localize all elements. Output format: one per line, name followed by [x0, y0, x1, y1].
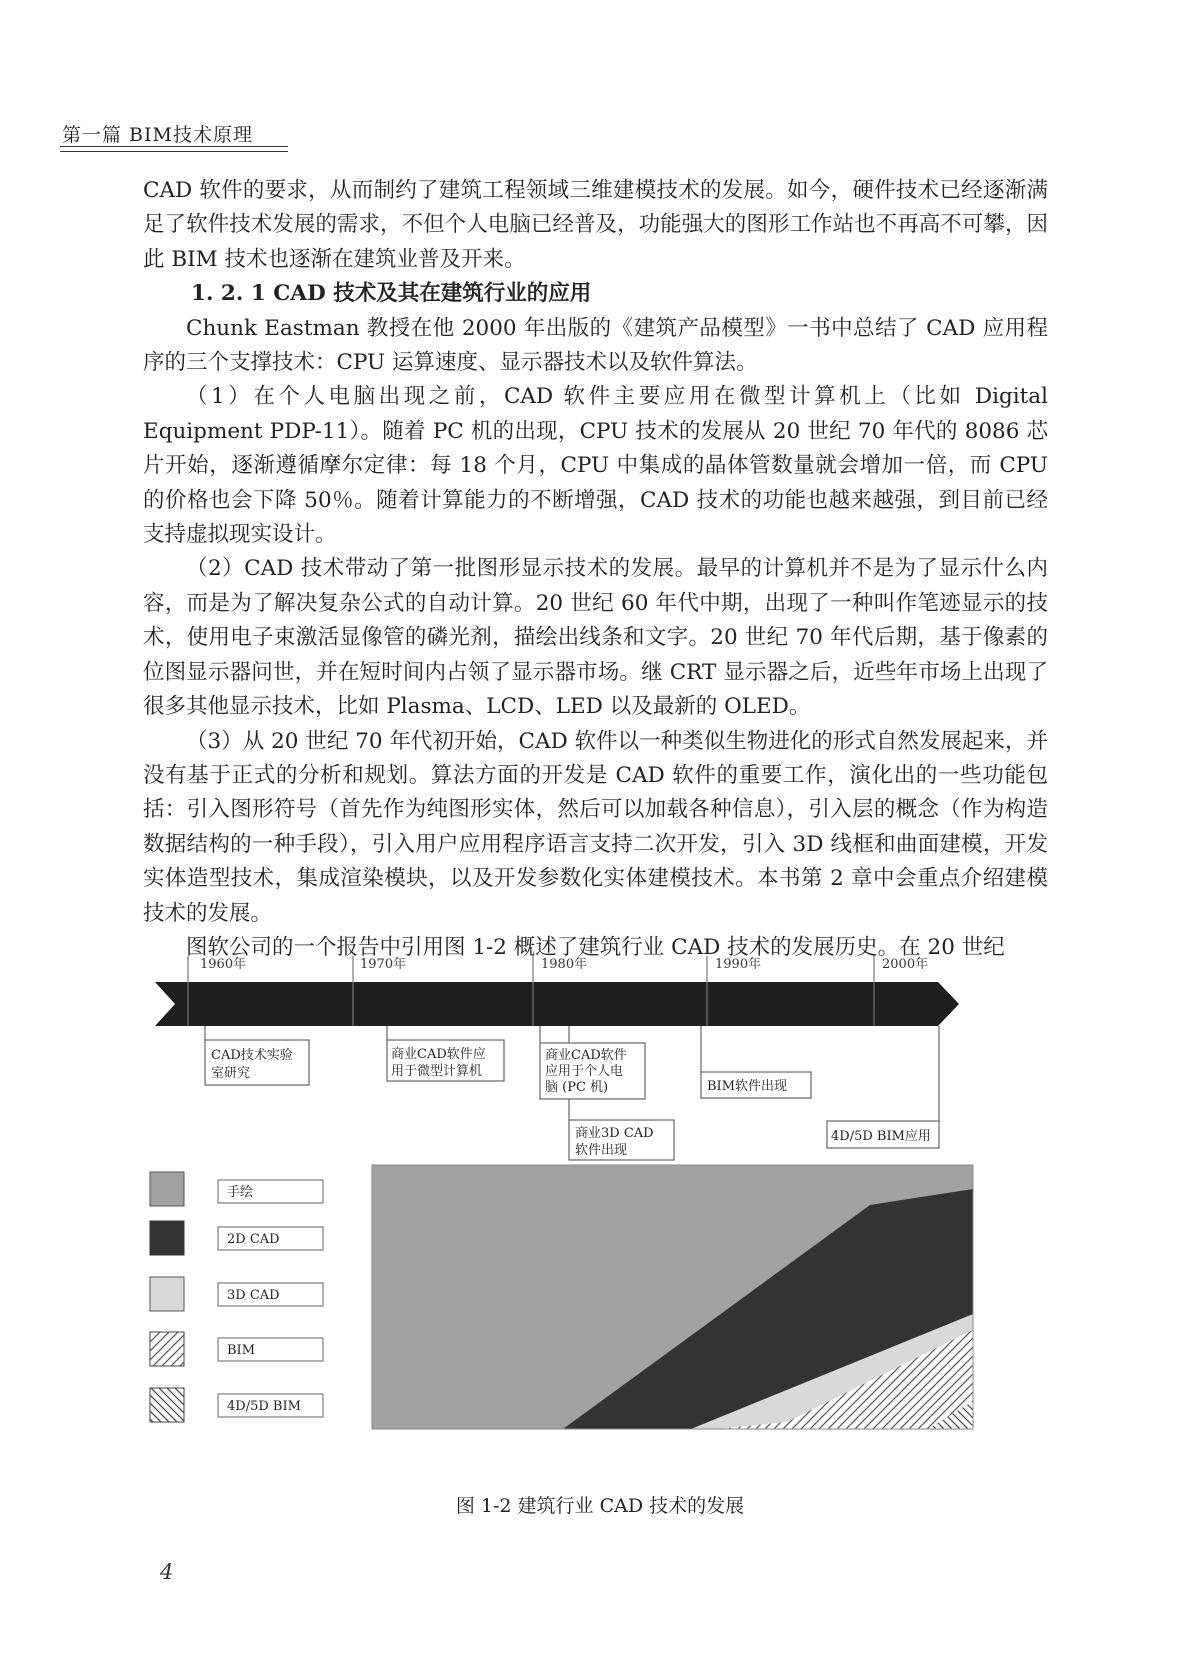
milestone-pc-line2: 应用于个人电 — [545, 1064, 624, 1079]
legend-swatch-3dcad — [150, 1277, 184, 1311]
legend-swatch-4d5d — [150, 1388, 184, 1422]
page-number: 4 — [160, 1560, 174, 1584]
milestone-3dcad-line2: 软件出现 — [575, 1143, 628, 1158]
legend-label-4d5d: 4D/5D BIM — [227, 1399, 301, 1414]
legend-label-3dcad: 3D CAD — [227, 1288, 280, 1303]
paragraph-intro: CAD 软件的要求，从而制约了建筑工程领域三维建模技术的发展。如今，硬件技术已经逐渐满足了软件技术发展的需求，不但个人电脑已经普及，功能强大的图形工作站也不再高不可攀，因此 BIM 技术也逐渐在建筑业普及开来。 — [143, 178, 1048, 272]
legend-swatch-hand — [150, 1172, 184, 1206]
legend-label-bim: BIM — [227, 1343, 255, 1358]
year-label-2000: 2000年 — [882, 957, 929, 972]
milestone-pc-line1: 商业CAD软件 — [545, 1048, 627, 1063]
milestone-bim: BIM软件出现 — [707, 1079, 787, 1094]
milestone-3dcad-line1: 商业3D CAD — [575, 1126, 654, 1141]
section-heading: 1. 2. 1 CAD 技术及其在建筑行业的应用 — [191, 281, 592, 307]
legend-swatch-bim — [150, 1332, 184, 1366]
milestone-mini-line2: 用于微型计算机 — [391, 1064, 483, 1079]
milestone-lab-line1: CAD技术实验 — [211, 1048, 293, 1063]
milestone-mini-line1: 商业CAD软件应 — [391, 1047, 486, 1062]
milestone-pc-line3: 脑 (PC 机) — [545, 1080, 609, 1095]
paragraph-algorithm: （3）从 20 世纪 70 年代初开始，CAD 软件以一种类似生物进化的形式自然发展起来，并没有基于正式的分析和规划。算法方面的开发是 CAD 软件的重要工作，演化出的一些功能包括：引入图形符号（首先作为纯图形实体，然后可以加载各种信息），引入层的概念（作为构造数据结构的一种手段），引入用户应用程序语言支持二次开发，引入 3D 线框和曲面建模，开发实体造型技术，集成渲染模块，以及开发参数化实体建模技术。本书第 2 章中会重点介绍建模技术的发展。 — [143, 728, 1048, 926]
header-rule — [60, 146, 288, 152]
paragraph-graphisoft: 图软公司的一个报告中引用图 1-2 概述了建筑行业 CAD 技术的发展历史。在 20 世纪 — [186, 934, 1005, 960]
paragraph-display: （2）CAD 技术带动了第一批图形显示技术的发展。最早的计算机并不是为了显示什么内容，而是为了解决复杂公式的自动计算。20 世纪 60 年代中期，出现了一种叫作笔迹显示的技术，使用电子束激活显像管的磷光剂，描绘出线条和文字。20 世纪 70 年代后期，基于像素的位图显示器问世，并在短时间内占领了显示器市场。继 CRT 显示器之后，近些年市场上出现了很多其他显示技术，比如 Plasma、LCD、LED 以及最新的 OLED。 — [143, 556, 1048, 720]
paragraph-eastman: Chunk Eastman 教授在他 2000 年出版的《建筑产品模型》一书中总结了 CAD 应用程序的三个支撑技术：CPU 运算速度、显示器技术以及软件算法。 — [143, 315, 1048, 376]
figure-svg — [155, 957, 1035, 1508]
year-label-1960: 1960年 — [200, 957, 247, 972]
milestone-lab-line2: 室研究 — [211, 1066, 251, 1081]
legend-label-2dcad: 2D CAD — [227, 1232, 280, 1247]
year-label-1980: 1980年 — [541, 957, 588, 972]
legend — [150, 1172, 323, 1422]
area-chart — [372, 1165, 973, 1429]
body-text — [143, 174, 1048, 965]
paragraph-cpu: （1）在个人电脑出现之前，CAD 软件主要应用在微型计算机上（比如 Digital Equipment PDP-11）。随着 PC 机的出现，CPU 技术的发展从 20 世纪 70 年代的 8086 芯片开始，逐渐遵循摩尔定律：每 18 个月，CPU 中集成的晶体管数量就会增加一倍，而 CPU 的价格也会下降 50％。随着计算能力的不断增强，CAD 技术的功能也越来越强，到目前已经支持虚拟现实设计。 — [143, 384, 1048, 548]
year-label-1970: 1970年 — [360, 957, 407, 972]
legend-swatch-2dcad — [150, 1221, 184, 1255]
milestone-4d5d: 4D/5D BIM应用 — [831, 1129, 931, 1144]
figure-cad-history — [155, 957, 1035, 1508]
running-header: 第一篇 BIM技术原理 — [62, 124, 253, 146]
legend-label-hand: 手绘 — [227, 1185, 254, 1200]
timeline-bar — [155, 982, 959, 1026]
year-label-1990: 1990年 — [715, 957, 762, 972]
figure-caption: 图 1-2 建筑行业 CAD 技术的发展 — [455, 1495, 745, 1517]
